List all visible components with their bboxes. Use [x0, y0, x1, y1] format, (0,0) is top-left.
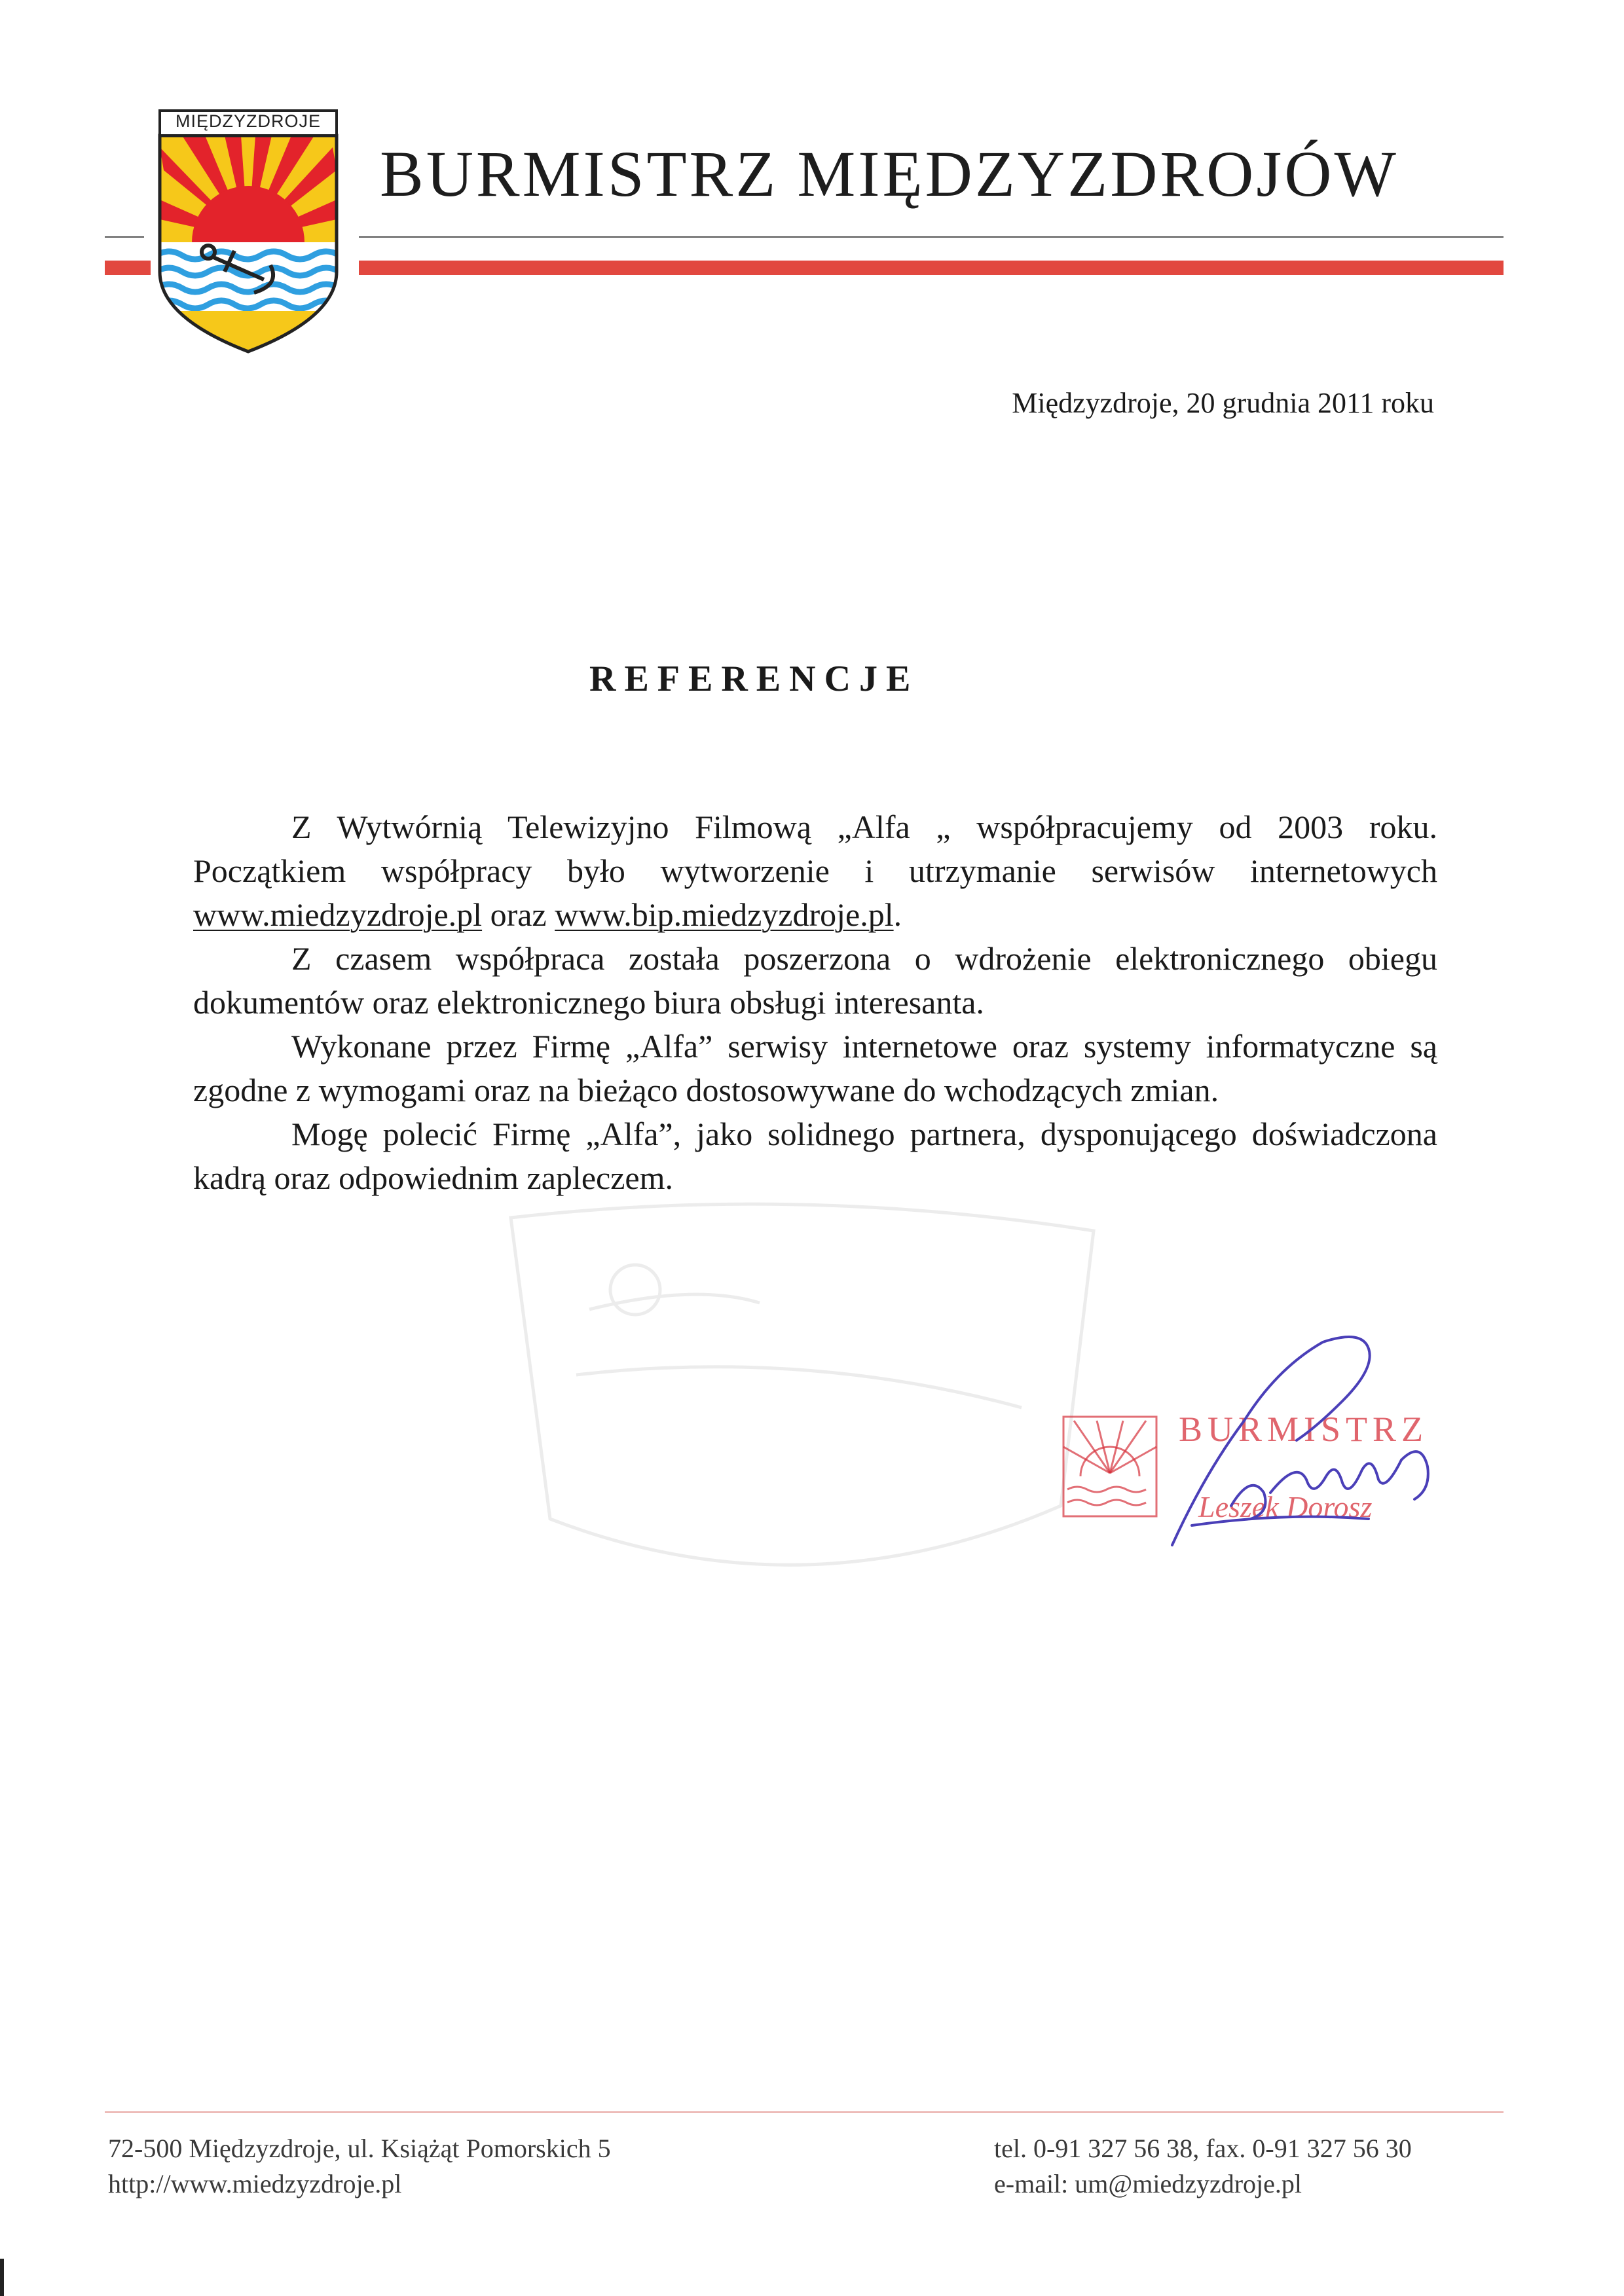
handwritten-signature [1153, 1329, 1441, 1552]
city-crest-logo [156, 108, 341, 354]
link-miedzyzdroje[interactable]: www.miedzyzdroje.pl [193, 896, 483, 933]
paragraph-2: Z czasem współpraca została poszerzona o wdrożenie elektronicznego obiegu dokumentów oraz elektronicznego biura obsługi interesanta. [193, 940, 1437, 1021]
footer-email[interactable]: e-mail: um@miedzyzdroje.pl [994, 2169, 1302, 2198]
document-date: Międzyzdroje, 20 grudnia 2011 roku [1012, 387, 1434, 419]
stamp-name: Leszek Dorosz [1198, 1490, 1373, 1523]
header-divider-left [105, 236, 144, 238]
footer-website[interactable]: http://www.miedzyzdroje.pl [108, 2169, 402, 2198]
scan-edge-mark [0, 2259, 4, 2296]
link-bip-miedzyzdroje[interactable]: www.bip.miedzyzdroje.pl [555, 896, 894, 933]
stamp-title: BURMISTRZ [1179, 1410, 1429, 1449]
paragraph-1-connector: oraz [482, 896, 555, 933]
crest-label: MIĘDZYZDROJE [175, 111, 321, 131]
body-text [193, 805, 1437, 1200]
paragraph-3: Wykonane przez Firmę „Alfa” serwisy internetowe oraz systemy informatyczne są zgodne z wymogami oraz na bieżąco dostosowywane do wchodzących zmian. [193, 1028, 1437, 1108]
paragraph-1-end: . [893, 896, 902, 933]
header-red-bar-left [105, 261, 151, 275]
footer-address-block [108, 2131, 611, 2202]
paragraph-1 [193, 805, 1437, 937]
header-divider [359, 236, 1504, 238]
footer-contact-block [994, 2131, 1412, 2202]
document-heading: REFERENCJE [589, 659, 919, 699]
header-title: BURMISTRZ MIĘDZYZDROJÓW [380, 137, 1399, 210]
footer-phone-fax: tel. 0-91 327 56 38, fax. 0-91 327 56 30 [994, 2134, 1412, 2163]
footer-address: 72-500 Międzyzdroje, ul. Książąt Pomorskich 5 [108, 2134, 611, 2163]
header-red-bar [359, 261, 1504, 275]
watermark-crest [498, 1192, 1107, 1597]
stamp-crest-icon [1061, 1414, 1159, 1519]
footer-divider [105, 2111, 1504, 2113]
paragraph-4: Mogę polecić Firmę „Alfa”, jako solidnego partnera, dysponującego doświadczona kadrą oraz odpowiednim zapleczem. [193, 1116, 1437, 1196]
paragraph-1-text: Z Wytwórnią Telewizyjno Filmową „Alfa „ współpracujemy od 2003 roku. Początkiem współpracy było wytworzenie i utrzymanie serwisów internetowych [193, 809, 1437, 889]
